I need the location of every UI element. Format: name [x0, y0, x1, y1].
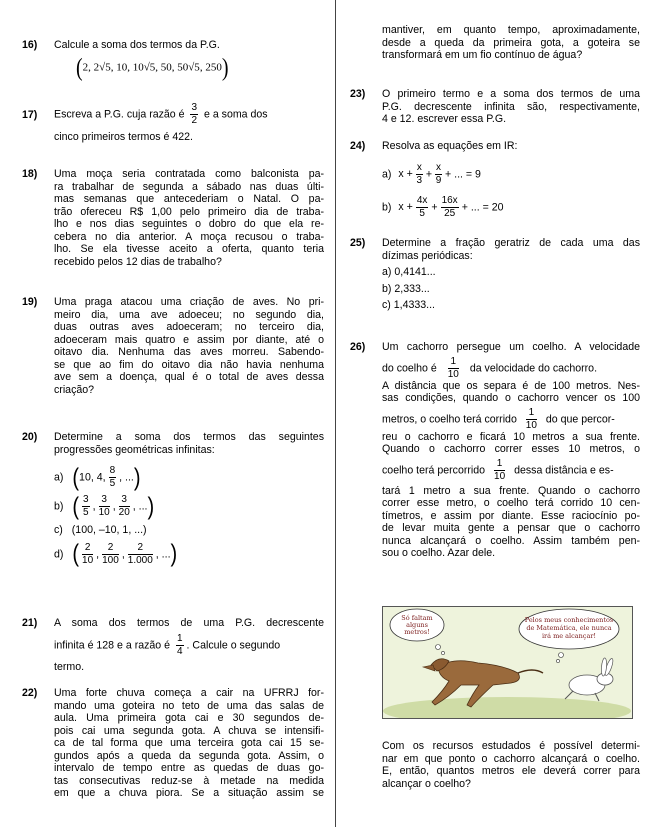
item-label: a): [382, 167, 392, 180]
term: 2: [82, 61, 89, 74]
question-line: transformará em um fio contínuo de água?: [382, 49, 583, 61]
text-fragment: dessa distância e es-: [514, 463, 614, 476]
text-fragment: da velocidade do cachorro.: [469, 361, 598, 374]
question-line: Resolva as equações em IR:: [382, 140, 518, 152]
item-label: d): [54, 547, 64, 560]
text-fragment: . Calcule o segundo: [186, 638, 281, 651]
question-number: 16): [22, 39, 38, 51]
question-line: nar em que ponto o cachorro alcançará o coelho.: [382, 752, 640, 765]
question-line: dízimas periódicas:: [382, 249, 473, 262]
q20-item-a: [54, 463, 324, 492]
fraction: $\frac{4x}{5}$: [416, 194, 428, 219]
question-line: tas consecutivas reduz-se à metade na medida: [54, 774, 324, 787]
paren-close: ): [221, 53, 229, 82]
question-number: 18): [22, 168, 38, 180]
question-22-continuation: [350, 24, 640, 62]
question-line: Uma forte chuva começa a cair na UFRRJ for-: [54, 687, 324, 699]
question-number: 19): [22, 296, 38, 308]
q20-item-b: b) ( $\frac{3}{5}$ , $\frac{3}{10}$ , $\frac{3}{20}$ , ...): [54, 492, 155, 521]
q20-item-c: [54, 524, 324, 537]
term: 4,: [96, 471, 106, 484]
question-20: [22, 431, 324, 566]
question-line: Um cachorro persegue um coelho. A velocidade: [382, 341, 640, 353]
term: +: [431, 200, 438, 213]
text-fragment: infinita é 128 e a razão é: [54, 638, 171, 651]
item-label: b): [54, 500, 64, 513]
list-item: a) 0,4141...: [382, 266, 436, 278]
cartoon-drawing: [383, 607, 632, 718]
question-line: [54, 103, 324, 126]
sequence-16: (2, 2√5, 10, 10√5, 50, 50√5, 250): [76, 53, 229, 82]
question-line: ra trabalhar de segunda a sábado nas duas últi-: [54, 180, 324, 193]
fraction: $\frac{1}{4}$: [176, 632, 183, 657]
question-line: cebera no dia anterior. A moça recusou o traba-: [54, 230, 324, 243]
paren-open: (: [72, 463, 80, 492]
question-number: 25): [350, 237, 366, 249]
paren-close: ): [147, 492, 155, 521]
question-line: recebido pelos 12 dias de trabalho?: [54, 255, 222, 268]
question-line: gundos após a queda da segunda gota. Assim, o: [54, 749, 324, 762]
item-label: a): [54, 471, 64, 484]
term: 2√5: [93, 61, 111, 74]
question-number: 17): [22, 109, 38, 121]
question-line: duas outras aves adoeceram; no terceiro dia,: [54, 321, 324, 333]
fraction: $\frac{1}{10}$: [525, 406, 537, 431]
term: + ... = 9: [445, 167, 481, 180]
term: + ... = 20: [461, 200, 504, 213]
question-number: 20): [22, 431, 38, 443]
question-24: [350, 140, 640, 219]
question-line: [382, 357, 640, 380]
question-line: Determine a fração geratriz de cada uma das: [382, 237, 640, 249]
term: +: [425, 167, 432, 180]
fraction: $\frac{x}{9}$: [435, 161, 442, 186]
question-line: tará 1 metro a sua frente. Quando o cachorro: [382, 484, 640, 497]
text-fragment: do que percor-: [545, 412, 615, 425]
term: x +: [398, 167, 413, 180]
text-fragment: metros, o coelho terá corrido: [382, 412, 517, 425]
item-label: b): [382, 200, 392, 213]
fraction: $\frac{8}{5}$: [109, 465, 116, 489]
question-line: 4 e 12. escrever essa P.G.: [382, 113, 507, 125]
question-26: [350, 341, 640, 560]
equation-b: [382, 196, 640, 219]
question-line: Uma moça seria contratada como balconista pa-: [54, 168, 324, 180]
question-number: 23): [350, 88, 366, 100]
question-line: termo.: [54, 660, 85, 673]
question-line: em que a chuva piora. Se a situação assim se: [54, 787, 324, 799]
question-number: 21): [22, 617, 38, 629]
item-label: c): [54, 524, 63, 536]
term: 250: [205, 61, 222, 74]
question-line: ca de tal forma que uma terceira gota cai 15 se-: [54, 737, 324, 749]
question-number: 26): [350, 341, 366, 353]
question-number: 24): [350, 140, 366, 152]
question-line: de levar muita gente a pensar que o cachorro: [382, 522, 640, 534]
question-line: criação?: [54, 383, 95, 396]
question-line: Determine a soma dos termos das seguintes: [54, 431, 324, 443]
question-line: pois cai uma segunda gota. A chuva se intensifi-: [54, 724, 324, 737]
text-fragment: do coelho é: [382, 361, 437, 374]
fraction: $\frac{3}{5}$: [83, 494, 89, 518]
question-line: mas semanas que antecederiam o Natal. O pa-: [54, 193, 324, 205]
bubble-right-text: de Matemática, ele nunca: [526, 624, 612, 632]
question-text: Calcule a soma dos termos da P.G.: [54, 39, 220, 51]
question-18: [22, 168, 324, 268]
question-line: correr esse metro, o coelho terá corrido 10 cen-: [382, 497, 640, 509]
term: , ...: [155, 547, 171, 560]
question-line: Uma praga atacou uma criação de aves. No pri-: [54, 296, 324, 308]
question-line: intervalo de tempo entre as quedas de duas go-: [54, 762, 324, 774]
q20-item-d: d) ( $\frac{2}{10}$ , $\frac{2}{100}$ , $\frac{2}{1.000}$ , ...): [54, 540, 178, 568]
question-line: cinco primeiros termos é 422.: [54, 131, 193, 143]
paren-open: (: [72, 540, 80, 568]
fraction: $\frac{3}{20}$: [118, 494, 130, 518]
dog-rabbit-illustration: [382, 606, 633, 719]
question-22: [22, 687, 324, 800]
text-fragment: e a soma dos: [204, 108, 268, 121]
list-item: b) 2,333...: [382, 282, 430, 295]
question-line: [382, 459, 640, 482]
question-16: [22, 39, 324, 82]
question-line: Quando o cachorro correr esses 10 metros, o: [382, 443, 640, 455]
fraction: $\frac{x}{3}$: [416, 161, 423, 186]
text-fragment: coelho terá percorrido: [382, 463, 486, 476]
question-line: [382, 408, 640, 431]
term: 50√5: [177, 61, 200, 74]
column-divider: [335, 0, 336, 827]
question-line: E, então, quantos metros ele deverá correr para: [382, 765, 640, 777]
question-25: [350, 237, 640, 316]
question-line: trão ofereceu R$ 1,00 pelo primeiro dia de traba-: [54, 205, 324, 218]
sequence-text: (100, –10, 1, ...): [71, 524, 147, 536]
question-line: sou o coelho. Azar dele.: [382, 547, 496, 559]
question-23: [350, 88, 640, 126]
term: 50: [160, 61, 172, 74]
fraction: $\frac{2}{100}$: [102, 541, 119, 566]
term: 10: [116, 61, 128, 74]
fraction: $\frac{2}{1.000}$: [127, 541, 153, 566]
question-line: lho. Se ela tivesse aceito a oferta, quanto teria: [54, 243, 324, 255]
question-line: O primeiro termo e a soma dos termos de uma: [382, 88, 640, 100]
paren-open: (: [76, 53, 83, 82]
fraction: $\frac{3}{2}$: [191, 102, 198, 126]
question-line: tímetros, e assim por diante. Esse raciocínio po-: [382, 509, 640, 522]
bubble-left-text: Só faltam: [401, 614, 433, 622]
question-line: meiro dia, uma ave adoeceu; no segundo dia,: [54, 308, 324, 321]
term: , ...: [132, 500, 148, 513]
question-line: adoeceram mais quatro e assim por diante, até o: [54, 333, 324, 346]
question-line: lho e nos dias seguintes o dobro do que ela re-: [54, 218, 324, 230]
question-26-final: [350, 740, 640, 790]
bubble-right-text: Pelos meus conhecimentos: [524, 616, 614, 624]
list-item: c) 1,4333...: [382, 299, 435, 311]
question-21: [22, 617, 324, 673]
question-line: A distância que os separa é de 100 metros. Nes-: [382, 379, 640, 392]
term: 10√5: [132, 61, 156, 74]
question-line: sas condições, quando o cachorro vencer os 100: [382, 392, 640, 404]
term: 10,: [79, 471, 94, 484]
question-line: [54, 634, 324, 657]
term: x +: [398, 200, 413, 213]
paren-open: (: [72, 492, 80, 521]
fraction: $\frac{1}{10}$: [447, 355, 459, 380]
equation-a: [382, 163, 640, 186]
question-line: se que ao fim do oitavo dia não havia nenhuma: [54, 358, 324, 371]
fraction: $\frac{1}{10}$: [494, 457, 506, 482]
question-line: progressões geométricas infinitas:: [54, 443, 215, 456]
question-19: [22, 296, 324, 396]
question-line: aula. Uma primeira gota cai e 30 segundos de-: [54, 712, 324, 724]
question-line: desde a queda da primeira gota, a goteira se: [382, 36, 640, 49]
question-line: oitavo dia. Nenhuma das aves morreu. Sabendo-: [54, 346, 324, 358]
question-17: [22, 103, 324, 144]
question-line: mantiver, em quanto tempo, aproximadamente,: [382, 24, 640, 36]
question-line: P.G. decrescente infinita são, respectivamente,: [382, 100, 640, 113]
question-line: reu o cachorro e ficará 10 metros a sua frente.: [382, 430, 640, 443]
paren-close: ): [133, 463, 141, 492]
question-line: Com os recursos estudados é possível determi-: [382, 740, 640, 752]
paren-close: ): [170, 540, 178, 568]
question-line: A soma dos termos de uma P.G. decrescente: [54, 617, 324, 629]
fraction: $\frac{16x}{25}$: [441, 194, 458, 219]
bubble-left-text: alguns: [406, 621, 428, 629]
question-line: nunca alcançará o coelho. Assim também pen-: [382, 534, 640, 547]
fraction: $\frac{3}{10}$: [98, 494, 110, 518]
term: , ...: [119, 471, 134, 484]
question-number: 22): [22, 687, 38, 699]
bubble-left-text: metros!: [404, 628, 430, 636]
fraction: $\frac{2}{10}$: [82, 541, 94, 566]
question-line: alcançar o coelho?: [382, 777, 471, 790]
text-fragment: Escreva a P.G. cuja razão é: [54, 108, 185, 121]
question-line: mando uma goteira no teto de uma das salas de: [54, 699, 324, 712]
bubble-right-text: irá me alcançar!: [541, 632, 597, 640]
question-line: ave sem a doença, qual é o total de aves dessa: [54, 371, 324, 383]
